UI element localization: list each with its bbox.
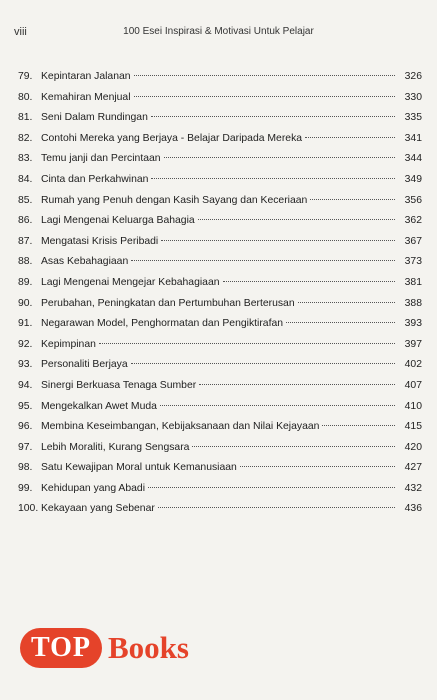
- toc-leader-dots: [198, 218, 395, 220]
- toc-entry-page: 362: [404, 215, 422, 227]
- toc-entry-page: 432: [404, 482, 422, 494]
- toc-leader-dots: [134, 74, 395, 76]
- toc-leader-dots: [99, 342, 395, 344]
- toc-entry: [18, 458, 422, 479]
- toc-leader-dots: [322, 424, 395, 426]
- toc-entry-page: 335: [404, 112, 422, 124]
- toc-leader-dots: [298, 301, 395, 303]
- toc-entry-page: 326: [404, 71, 422, 82]
- toc-entry-page: 344: [404, 153, 422, 165]
- toc-entry-page: 388: [404, 297, 422, 309]
- toc-entry-title: Lagi Mengenai Mengejar Kebahagiaan: [41, 276, 220, 288]
- toc-leader-dots: [134, 95, 395, 97]
- toc-entry-number: 88.: [18, 256, 33, 268]
- toc-entry-page: 349: [404, 173, 422, 185]
- toc-leader-dots: [199, 383, 395, 385]
- toc-entry-number: 82.: [18, 132, 33, 144]
- toc-entry-title: Sinergi Berkuasa Tenaga Sumber: [41, 379, 197, 391]
- toc-entry-title: Kemahiran Menjual: [41, 91, 131, 103]
- toc-entry-number: 100.: [18, 503, 39, 515]
- toc-leader-dots: [161, 239, 395, 241]
- toc-entry-page: 436: [404, 503, 422, 515]
- toc-leader-dots: [164, 156, 395, 158]
- table-of-contents: [18, 67, 422, 520]
- toc-entry: [18, 211, 422, 232]
- toc-entry-number: 81.: [18, 112, 33, 124]
- toc-entry-page: 373: [404, 256, 422, 268]
- toc-entry-page: 393: [404, 318, 422, 330]
- toc-entry-number: 96.: [18, 421, 33, 433]
- toc-leader-dots: [310, 198, 395, 200]
- toc-entry-title: Seni Dalam Rundingan: [41, 112, 148, 124]
- toc-entry-title: Mengatasi Krisis Peribadi: [41, 235, 159, 247]
- toc-entry: [18, 149, 422, 170]
- toc-entry: [18, 170, 422, 191]
- toc-entry-title: Asas Kebahagiaan: [41, 256, 129, 268]
- toc-entry-title: Contohi Mereka yang Berjaya - Belajar Daripada Mereka: [41, 132, 303, 144]
- toc-entry-number: 94.: [18, 379, 33, 391]
- toc-entry-page: 415: [404, 421, 422, 433]
- toc-entry: [18, 335, 422, 356]
- toc-entry-page: 407: [404, 379, 422, 391]
- toc-entry: [18, 438, 422, 459]
- toc-leader-dots: [160, 404, 395, 406]
- toc-entry-page: 410: [404, 400, 422, 412]
- toc-entry-number: 91.: [18, 318, 33, 330]
- logo-top-mark: TOP: [20, 628, 102, 668]
- toc-entry-number: 85.: [18, 194, 33, 206]
- toc-entry-number: 93.: [18, 359, 33, 371]
- toc-leader-dots: [305, 136, 395, 138]
- toc-leader-dots: [223, 280, 395, 282]
- toc-entry-page: 402: [404, 359, 422, 371]
- toc-entry-page: 341: [404, 132, 422, 144]
- toc-entry: [18, 376, 422, 397]
- toc-entry: [18, 314, 422, 335]
- toc-entry-number: 99.: [18, 482, 33, 494]
- toc-entry-title: Perubahan, Peningkatan dan Pertumbuhan Berterusan: [41, 297, 295, 309]
- logo-books-wordmark: Books: [108, 630, 189, 665]
- toc-entry-title: Lebih Moraliti, Kurang Sengsara: [41, 441, 190, 453]
- toc-leader-dots: [131, 259, 395, 261]
- toc-entry-number: 79.: [18, 71, 33, 82]
- toc-entry-number: 80.: [18, 91, 33, 103]
- toc-entry-title: Negarawan Model, Penghormatan dan Pengiktirafan: [41, 318, 284, 330]
- toc-entry: [18, 67, 422, 88]
- toc-entry-number: 97.: [18, 441, 33, 453]
- toc-entry-number: 83.: [18, 153, 33, 165]
- toc-entry-title: Satu Kewajipan Moral untuk Kemanusiaan: [41, 462, 237, 474]
- toc-entry-title: Temu janji dan Percintaan: [41, 153, 161, 165]
- toc-entry-title: Kepimpinan: [41, 338, 96, 350]
- toc-entry: [18, 191, 422, 212]
- toc-leader-dots: [151, 177, 395, 179]
- toc-leader-dots: [131, 362, 395, 364]
- toc-entry-page: 420: [404, 441, 422, 453]
- toc-entry: [18, 417, 422, 438]
- toc-entry-title: Kepintaran Jalanan: [41, 71, 131, 82]
- toc-entry-number: 95.: [18, 400, 33, 412]
- toc-leader-dots: [192, 445, 395, 447]
- toc-entry-number: 87.: [18, 235, 33, 247]
- running-title: 100 Esei Inspirasi & Motivasi Untuk Pelajar: [123, 26, 314, 37]
- toc-entry-page: 427: [404, 462, 422, 474]
- toc-entry-number: 98.: [18, 462, 33, 474]
- page-number: viii: [14, 26, 27, 38]
- toc-entry-number: 90.: [18, 297, 33, 309]
- toc-entry: [18, 273, 422, 294]
- toc-entry-title: Kekayaan yang Sebenar: [41, 503, 155, 515]
- toc-entry-title: Membina Keseimbangan, Kebijaksanaan dan Nilai Kejayaan: [41, 421, 320, 433]
- toc-entry-page: 397: [404, 338, 422, 350]
- toc-entry-number: 84.: [18, 173, 33, 185]
- topbooks-logo: [20, 628, 250, 668]
- toc-entry-title: Mengekalkan Awet Muda: [41, 400, 157, 412]
- toc-entry: [18, 252, 422, 273]
- toc-entry-title: Cinta dan Perkahwinan: [41, 173, 149, 185]
- toc-leader-dots: [148, 486, 395, 488]
- toc-entry-title: Kehidupan yang Abadi: [41, 482, 145, 494]
- toc-entry: [18, 232, 422, 253]
- toc-entry: [18, 129, 422, 150]
- toc-entry: [18, 108, 422, 129]
- toc-leader-dots: [151, 115, 395, 117]
- toc-leader-dots: [240, 465, 395, 467]
- toc-entry: [18, 88, 422, 109]
- toc-entry-page: 356: [404, 194, 422, 206]
- toc-entry-number: 89.: [18, 276, 33, 288]
- toc-entry-number: 92.: [18, 338, 33, 350]
- toc-entry-page: 330: [404, 91, 422, 103]
- toc-entry-title: Rumah yang Penuh dengan Kasih Sayang dan Keceriaan: [41, 194, 308, 206]
- toc-entry-title: Lagi Mengenai Keluarga Bahagia: [41, 215, 195, 227]
- toc-entry-number: 86.: [18, 215, 33, 227]
- toc-entry-page: 367: [404, 235, 422, 247]
- bleed-through-text: [300, 492, 437, 700]
- toc-entry: [18, 294, 422, 315]
- toc-entry-title: Personaliti Berjaya: [41, 359, 128, 371]
- toc-entry: [18, 397, 422, 418]
- toc-entry: [18, 355, 422, 376]
- page-header: [14, 26, 423, 42]
- toc-entry-page: 381: [404, 276, 422, 288]
- toc-leader-dots: [286, 321, 395, 323]
